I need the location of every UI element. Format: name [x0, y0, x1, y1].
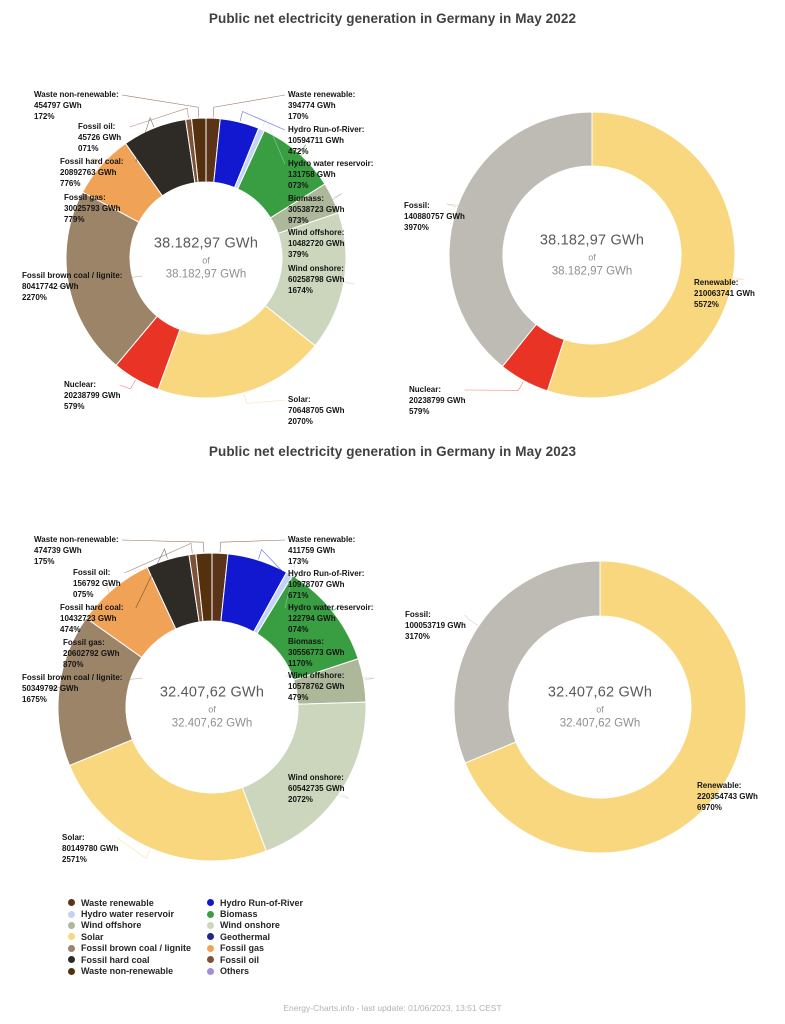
- legend-item-others[interactable]: [207, 965, 303, 976]
- legend-label: Hydro Run-of-River: [220, 897, 303, 908]
- slice-label-renewable: Renewable: 210063741 GWh 5572%: [694, 278, 755, 309]
- legend-item-hydro-run-of-river[interactable]: [207, 897, 303, 908]
- legend-label: Fossil oil: [220, 954, 260, 965]
- slice-label-fossil-gas: Fossil gas: 30025793 GWh 779%: [64, 193, 121, 224]
- legend-color-dot: [207, 933, 214, 940]
- legend-color-dot: [68, 911, 75, 918]
- legend-item-hydro-water-reservoir[interactable]: [68, 908, 191, 919]
- slice-label-hydro-water-reservoir: Hydro water reservoir: 122794 GWh 074%: [288, 603, 374, 634]
- legend-label: Fossil gas: [220, 943, 265, 954]
- legend-color-dot: [207, 968, 214, 975]
- legend-column-1: [207, 897, 303, 977]
- legend-label: Others: [220, 966, 250, 977]
- slice-label-wind-onshore: Wind onshore: 60258798 GWh 1674%: [288, 264, 345, 295]
- slice-label-nuclear: Nuclear: 20238799 GWh 579%: [64, 380, 121, 411]
- slice-label-fossil-oil: Fossil oil: 156792 GWh 075%: [73, 568, 121, 599]
- slice-label-fossil-brown-coal-lignite: Fossil brown coal / lignite: 80417742 GWh 2270%: [22, 271, 123, 302]
- slice-label-solar: Solar: 80149780 GWh 2571%: [62, 833, 119, 864]
- slice-label-waste-renewable: Waste renewable: 394774 GWh 170%: [288, 90, 356, 121]
- legend-item-fossil-hard-coal[interactable]: [68, 954, 191, 965]
- legend-item-waste-renewable[interactable]: [68, 897, 191, 908]
- leader-line-waste-non-renewable: [122, 540, 204, 552]
- slice-label-wind-offshore: Wind offshore: 10482720 GWh 379%: [288, 228, 345, 259]
- slice-label-wind-offshore: Wind offshore: 10578762 GWh 479%: [288, 671, 345, 702]
- slice-label-waste-non-renewable: Waste non-renewable: 474739 GWh 175%: [34, 535, 119, 566]
- legend-item-fossil-gas[interactable]: [207, 943, 303, 954]
- legend-item-biomass[interactable]: [207, 908, 303, 919]
- slice-label-biomass: Biomass: 30538723 GWh 973%: [288, 194, 345, 225]
- legend-label: Solar: [81, 931, 104, 942]
- slice-label-fossil: Fossil: 100053719 GWh 3170%: [405, 610, 466, 641]
- leader-line-nuclear: [120, 380, 136, 389]
- legend-color-dot: [207, 911, 214, 918]
- donut-center-may-2022-aggregated: 38.182,97 GWh of 38.182,97 GWh: [539, 232, 645, 278]
- footer-text: Energy-Charts.info - last update: 01/06/2023, 13:51 CEST: [283, 1003, 502, 1013]
- legend-column-0: [68, 897, 191, 977]
- slice-label-hydro-run-of-river: Hydro Run-of-River: 10978707 GWh 671%: [288, 569, 365, 600]
- donut-center-may-2022-by-source: 38.182,97 GWh of 38.182,97 GWh: [153, 235, 259, 281]
- legend-label: Waste non-renewable: [81, 966, 174, 977]
- section-title-may-2023: Public net electricity generation in Germany in May 2023: [208, 444, 577, 459]
- legend-item-fossil-oil[interactable]: [207, 954, 303, 965]
- slice-label-biomass: Biomass: 30556773 GWh 1170%: [288, 637, 345, 668]
- section-title-may-2022: Public net electricity generation in Germany in May 2022: [208, 11, 577, 26]
- slice-label-fossil-hard-coal: Fossil hard coal: 20892763 GWh 776%: [60, 157, 124, 188]
- legend-item-waste-non-renewable[interactable]: [68, 965, 191, 976]
- slice-label-fossil-hard-coal: Fossil hard coal: 10432723 GWh 474%: [60, 603, 124, 634]
- leader-line-solar: [244, 394, 285, 404]
- legend-color-dot: [68, 945, 75, 952]
- slice-label-fossil-gas: Fossil gas: 20602792 GWh 870%: [63, 638, 120, 669]
- leader-line-waste-renewable: [220, 540, 285, 552]
- legend-label: Fossil hard coal: [81, 954, 150, 965]
- legend-color-dot: [68, 933, 75, 940]
- slice-fossil[interactable]: [454, 561, 600, 763]
- legend-item-fossil-brown-coal-lignite[interactable]: [68, 943, 191, 954]
- legend-label: Waste renewable: [81, 897, 154, 908]
- slice-label-solar: Solar: 70648705 GWh 2070%: [288, 395, 345, 426]
- legend-label: Wind offshore: [81, 920, 142, 931]
- slice-label-wind-onshore: Wind onshore: 60542735 GWh 2072%: [288, 773, 345, 804]
- donut-center-may-2023-by-source: 32.407,62 GWh of 32.407,62 GWh: [159, 684, 265, 730]
- legend-color-dot: [68, 899, 75, 906]
- legend-item-wind-offshore[interactable]: [68, 920, 191, 931]
- legend-color-dot: [207, 945, 214, 952]
- slice-label-waste-renewable: Waste renewable: 411759 GWh 173%: [288, 535, 356, 566]
- legend-color-dot: [68, 922, 75, 929]
- leader-line-waste-renewable: [213, 95, 285, 117]
- leader-line-nuclear: [465, 382, 524, 391]
- leader-line-fossil: [465, 615, 478, 625]
- legend-label: Fossil brown coal / lignite: [81, 943, 192, 954]
- slice-label-fossil-brown-coal-lignite: Fossil brown coal / lignite: 50349792 GWh 1675%: [22, 673, 123, 704]
- legend-color-dot: [207, 922, 214, 929]
- legend-label: Biomass: [220, 909, 258, 920]
- slice-label-nuclear: Nuclear: 20238799 GWh 579%: [409, 385, 466, 416]
- legend-color-dot: [68, 968, 75, 975]
- slice-label-renewable: Renewable: 220354743 GWh 6970%: [697, 781, 758, 812]
- legend-color-dot: [207, 956, 214, 963]
- slice-label-fossil: Fossil: 140880757 GWh 3970%: [404, 201, 465, 232]
- slice-label-waste-non-renewable: Waste non-renewable: 454797 GWh 172%: [34, 90, 119, 121]
- legend-item-solar[interactable]: [68, 931, 191, 942]
- legend-label: Geothermal: [220, 931, 271, 942]
- legend-color-dot: [68, 956, 75, 963]
- legend-item-geothermal[interactable]: [207, 931, 303, 942]
- slice-label-fossil-oil: Fossil oil: 45726 GWh 071%: [78, 122, 122, 153]
- legend-color-dot: [207, 899, 214, 906]
- donut-center-may-2023-aggregated: 32.407,62 GWh of 32.407,62 GWh: [547, 684, 653, 730]
- slice-label-hydro-run-of-river: Hydro Run-of-River: 10594711 GWh 472%: [288, 125, 365, 156]
- leader-line-waste-non-renewable: [122, 95, 199, 117]
- slice-label-hydro-water-reservoir: Hydro water reservoir: 131758 GWh 073%: [288, 159, 374, 190]
- legend-item-wind-onshore[interactable]: [207, 920, 303, 931]
- legend-label: Hydro water reservoir: [81, 909, 175, 920]
- legend-label: Wind onshore: [220, 920, 280, 931]
